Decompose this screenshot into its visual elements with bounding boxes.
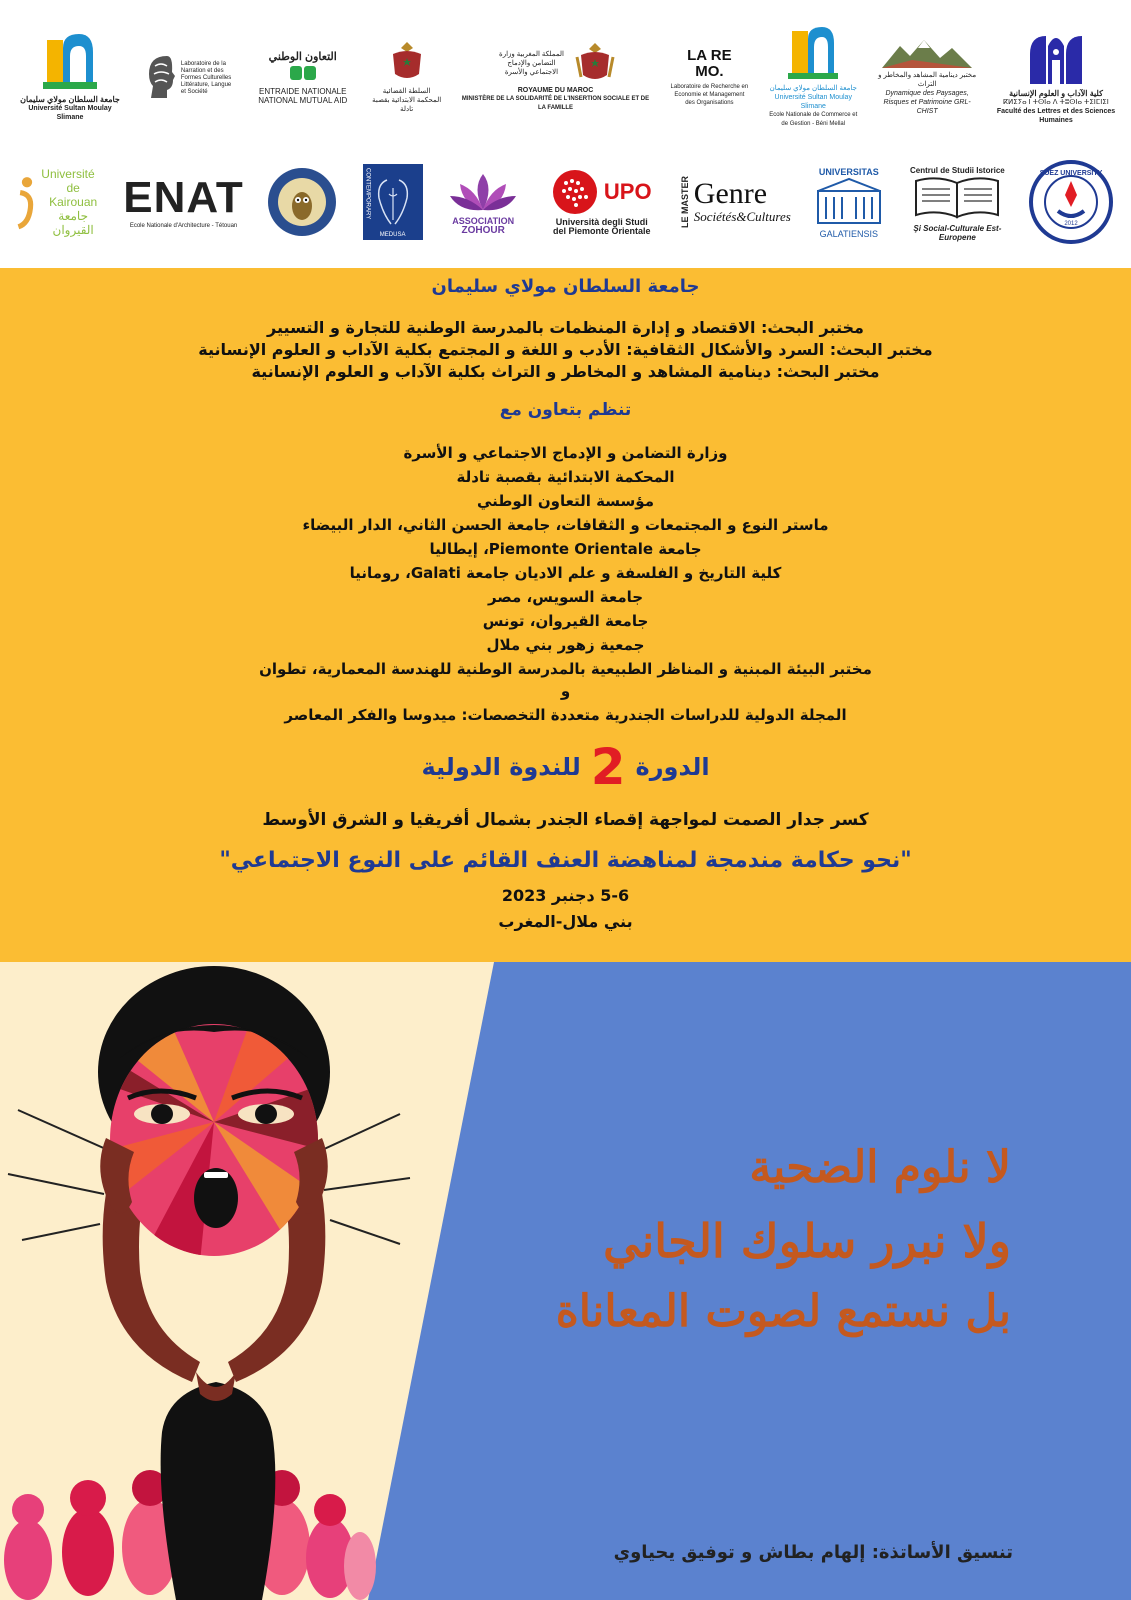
usms-logo (15, 32, 125, 122)
lab-recit-caption: Laboratoire de la Narration et des Formes Culturelles Littérature, Langue et Société (180, 61, 232, 95)
partner-1: وزارة التضامن و الإدماج الاجتماعي و الأسرة (403, 444, 728, 462)
ministry-caption-fr: ROYAUME DU MAROC (517, 87, 594, 94)
enat-caption: Ecole Nationale d'Architecture - Tétouan (129, 222, 238, 229)
coordination-credit: تنسيق الأساتذة: إلهام بطاش و توفيق يحياوي (613, 1542, 1013, 1563)
galati-caption2: GALATIENSIS (819, 229, 878, 239)
entraide-caption-fr: ENTRAIDE NATIONALE (259, 86, 347, 96)
lotus-flower-icon (448, 170, 518, 214)
partner-2: المحكمة الابتدائية بقصبة تادلة (456, 468, 675, 486)
royal-emblem-icon (387, 40, 427, 84)
lab-recit-logo (144, 52, 234, 102)
kairouan-caption: Université (41, 167, 95, 181)
hands-icon (288, 62, 318, 84)
genre-master-logo (680, 176, 790, 228)
medusa-logo (361, 164, 425, 240)
dprp-logo (877, 38, 977, 116)
logo-header (0, 0, 1131, 268)
logo-row-top (15, 22, 1116, 132)
laremo-logo (669, 48, 749, 107)
ministry-logo (461, 41, 651, 113)
upo-wordmark: UPO (603, 178, 652, 204)
dress-shape (161, 1382, 276, 1600)
woman-illustration (0, 962, 1131, 1600)
kairouan-logo (15, 167, 105, 237)
tribunal-caption-ar2: السلطة القضائية (382, 88, 431, 95)
illustration-section (0, 962, 1131, 1600)
university-building-icon (814, 177, 884, 227)
zohour-logo (443, 170, 523, 235)
entraide-caption-en: NATIONAL MUTUAL AID (258, 95, 348, 105)
medusa-caption: MEDUSA (379, 232, 406, 238)
dprp-caption-ar: مختبر دينامية المشاهد والمخاطر و التراث (878, 72, 977, 88)
flsh-caption-fr: Faculté des Lettres et des Sciences Humaines (996, 107, 1116, 124)
usms-caption-ar: جامعة السلطان مولاي سليمان (20, 95, 120, 104)
partner-11: المجلة الدولية للدراسات الجندرية متعددة التخصصات: ميدوسا والفكر المعاصر (284, 706, 847, 724)
flsh-emblem-icon (1024, 30, 1088, 86)
suez-logo (1026, 159, 1116, 245)
usms-emblem-icon (43, 32, 97, 92)
upo-caption2: Università degli Studi (555, 216, 648, 227)
medusa-vertical-label: CONTEMPORARY (364, 168, 371, 220)
encg-caption-fr: Université Sultan Moulay Slimane (774, 94, 852, 110)
usms-caption-fr: Université Sultan Moulay Slimane (28, 105, 112, 121)
entraide-logo (253, 50, 353, 105)
university-title: جامعة السلطان مولاي سليمان (431, 276, 700, 297)
partner-3: مؤسسة التعاون الوطني (477, 492, 654, 510)
session-heading (0, 740, 1131, 794)
dprp-caption-fr: Dynamique des Paysages, Risques et Patrimoine GRL-CHIST (883, 90, 971, 115)
session-suffix: للندوة الدولية (421, 753, 581, 781)
kairouan-caption2: de Kairouan (49, 181, 98, 209)
entraide-caption-ar: التعاون الوطني (268, 50, 337, 63)
session-prefix: الدورة (635, 753, 710, 781)
slogan-line-1: لا نلوم الضحية (749, 1142, 1011, 1193)
partner-7: جامعة السويس، مصر (487, 588, 644, 606)
tribunal-logo (372, 40, 442, 114)
tribunal-caption-ar: المحكمة الابتدائية بقصبة تادلة (372, 97, 442, 113)
partner-4: ماستر النوع و المجتمعات و الثقافات، جامعة الحسن الثاني، الدار البيضاء (302, 516, 829, 534)
upo-caption3: del Piemonte Orientale (552, 225, 651, 236)
partner-6: كلية التاريخ و الفلسفة و علم الاديان جامعة Galati، رومانيا (349, 564, 782, 582)
suez-seal-year: 2012 (1064, 221, 1078, 227)
laremo-caption: Laboratoire de Recherche en Economie et Management des Organisations (670, 83, 749, 106)
genre-subtitle: Sociétés&Cultures (693, 208, 791, 224)
lab-line-3: مختبر البحث: دينامية المشاهد و المخاطر و التراث بكلية الآداب و العلوم الإنسانية (251, 362, 880, 381)
kairouan-caption3: جامعة القيروان (52, 209, 94, 237)
dates: 5-6 دجنبر 2023 (501, 886, 630, 905)
genre-vertical-label: LE MASTER (679, 175, 690, 228)
laremo-wordmark: LA RE MO. (687, 46, 732, 80)
kairouan-emblem-icon (15, 169, 37, 235)
royal-emblem-icon (575, 41, 615, 83)
encg-caption-fr2: Ecole Nationale de Commerce et de Gestion - Béni Mellal (769, 112, 858, 127)
enat-logo (124, 174, 244, 231)
subtitle: كسر جدار الصمت لمواجهة إقصاء الجندر بشمال أفريقيا و الشرق الأوسط (262, 810, 869, 830)
profile-faces-icon (373, 174, 413, 230)
collab-title: تنظم بتعاون مع (499, 400, 632, 420)
lab-line-2: مختبر البحث: السرد والأشكال الثقافية: الأدب و اللغة و المجتمع بكلية الآداب و العلوم الإنسانية (198, 340, 933, 359)
partner-8: جامعة القيروان، تونس (482, 612, 649, 630)
galati-caption: UNIVERSITAS (818, 167, 879, 177)
ministry-caption-ar: المملكة المغربية وزارة التضامن والإدماج الاجتماعي والأسرة (499, 51, 564, 76)
owl-seal-icon (266, 166, 338, 238)
flsh-logo (996, 30, 1116, 125)
owl-seal-logo (262, 166, 342, 238)
encg-caption-ar: جامعة السلطان مولاي سليمان (769, 85, 857, 92)
profile-head-icon (145, 52, 177, 102)
lab-line-1: مختبر البحث: الاقتصاد و إدارة المنظمات بالمدرسة الوطنية للتجارة و التسيير (267, 318, 864, 337)
slogan-line-3: بل نستمع لصوت المعاناة (555, 1286, 1011, 1337)
logo-row-bottom (15, 152, 1116, 252)
galati-logo (809, 165, 889, 239)
place: بني ملال-المغرب (498, 912, 633, 931)
partner-9: جمعية زهور بني ملال (486, 636, 645, 654)
zohour-caption: ASSOCIATION (452, 215, 515, 226)
program-section (0, 268, 1131, 962)
ministry-caption-fr2: MINISTÈRE DE LA SOLIDARITÉ DE L'INSERTION SOCIALE ET DE LA FAMILLE (461, 96, 650, 111)
centrul-logo (907, 163, 1007, 242)
enat-wordmark: ENAT (123, 172, 244, 222)
genre-wordmark: Genre (693, 176, 768, 210)
open-book-icon (912, 175, 1002, 221)
flsh-caption-ar: كلية الآداب و العلوم الإنسانية (1009, 88, 1103, 98)
suez-seal-label: SUEZ UNIVERSITY (1039, 170, 1103, 177)
partner-5: جامعة Piemonte Orientale، إيطاليا (429, 540, 702, 558)
usms-emblem-icon (788, 25, 838, 81)
zohour-caption2: ZOHOUR (461, 224, 505, 236)
flsh-caption-tz: ⴽⵍⵉⵢⴰ ⵏ ⵜⵙⵏⴰ ⴷ ⵜⵓⵙⵏⴰ ⵜⵉⵏⵎⵏⵉⵏ (1003, 98, 1109, 106)
encg-logo (768, 25, 858, 129)
upo-dots-icon (552, 169, 598, 215)
partner-conj: و (560, 682, 571, 700)
suez-seal-icon (1028, 159, 1114, 245)
centrul-caption2: Şi Social-Culturale Est-Europene (913, 223, 1002, 242)
partner-10: مختبر البيئة المبنية و المناظر الطبيعية بالمدرسة الوطنية للهندسة المعمارية، تطوان (259, 660, 872, 678)
theme: "نحو حكامة مندمجة لمناهضة العنف القائم على النوع الاجتماعي" (219, 848, 912, 873)
session-number: 2 (590, 738, 626, 796)
upo-logo (542, 169, 662, 236)
slogan-line-2: ولا نبرر سلوك الجاني (603, 1214, 1011, 1268)
centrul-caption: Centrul de Studii Istorice (910, 165, 1005, 175)
mountains-icon (882, 38, 972, 68)
